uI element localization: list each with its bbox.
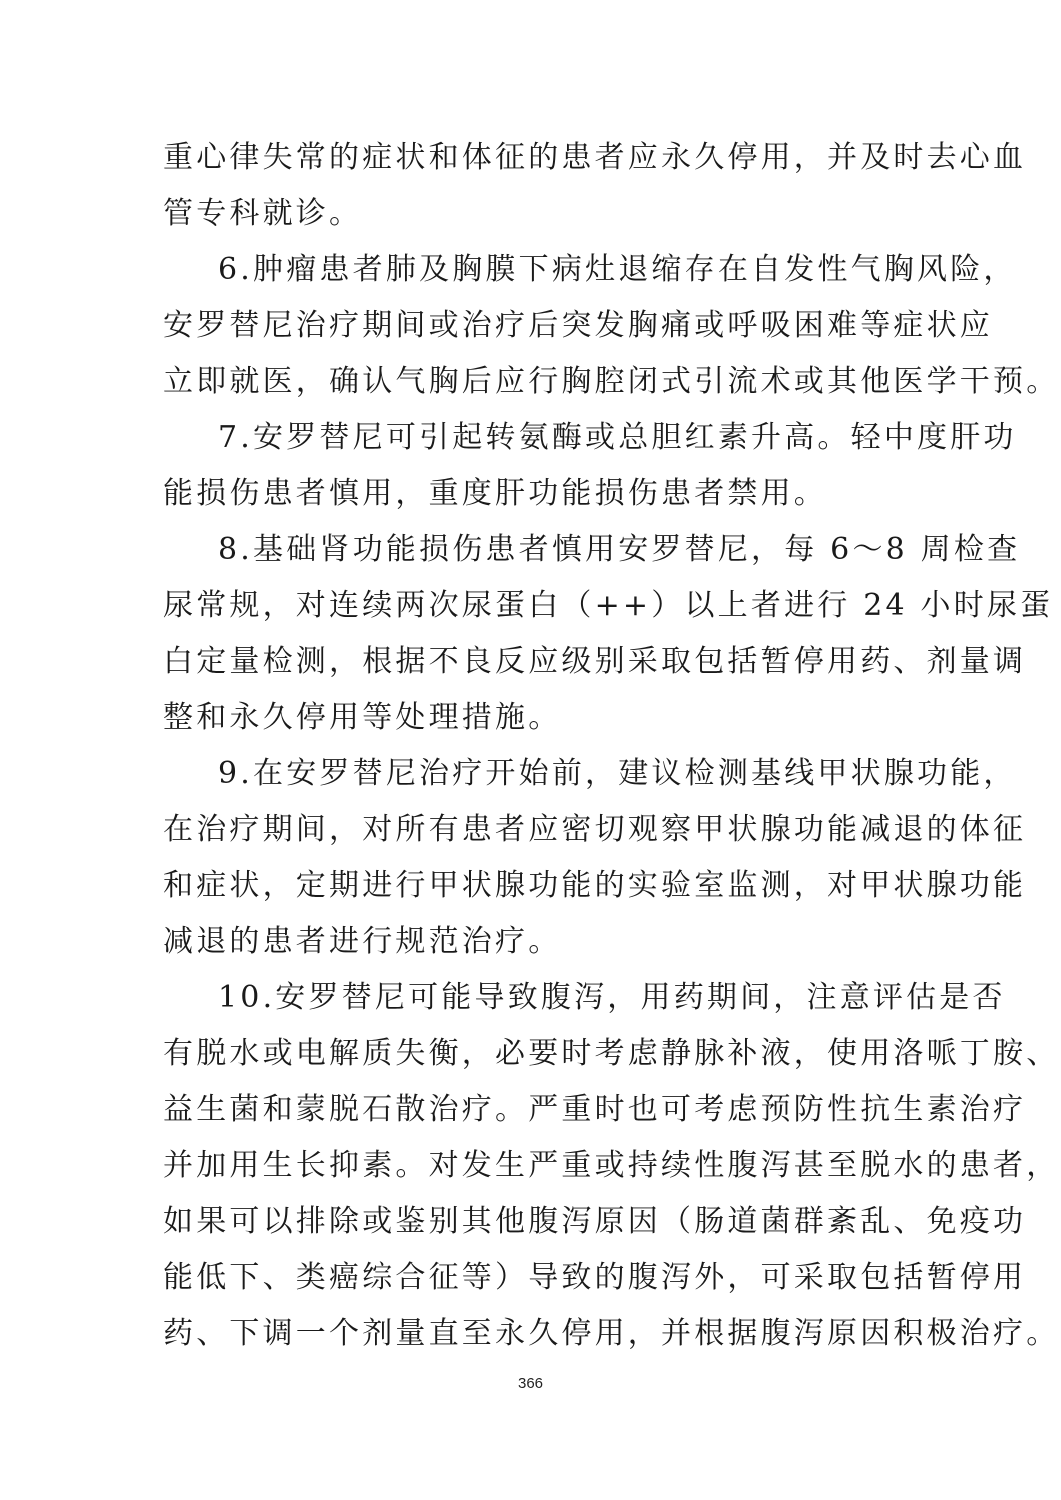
line-text: 立即就医，确认气胸后应行胸腔闭式引流术或其他医学干预。 (163, 364, 1060, 399)
line-text: 10.安罗替尼可能导致腹泻，用药期间，注意评估是否 (218, 980, 1006, 1015)
line-text: 和症状，定期进行甲状腺功能的实验室监测，对甲状腺功能 (163, 868, 1027, 903)
line-text: 9.在安罗替尼治疗开始前，建议检测基线甲状腺功能， (218, 756, 1017, 791)
page-number: 366 (517, 1375, 544, 1392)
line-text: 重心律失常的症状和体征的患者应永久停用，并及时去心血 (163, 140, 1027, 175)
line-text: 安罗替尼治疗期间或治疗后突发胸痛或呼吸困难等症状应 (163, 308, 993, 343)
line-text: 益生菌和蒙脱石散治疗。严重时也可考虑预防性抗生素治疗 (163, 1092, 1027, 1127)
line-text: 7.安罗替尼可引起转氨酶或总胆红素升高。轻中度肝功 (218, 420, 1017, 455)
line-text: 能低下、类癌综合征等）导致的腹泻外，可采取包括暂停用 (163, 1260, 1027, 1295)
line-text: 尿常规，对连续两次尿蛋白（++）以上者进行 24 小时尿蛋 (163, 588, 1054, 623)
line-text: 减退的患者进行规范治疗。 (163, 924, 562, 959)
line-text: 并加用生长抑素。对发生严重或持续性腹泻甚至脱水的患者， (163, 1148, 1060, 1183)
line-text: 有脱水或电解质失衡，必要时考虑静脉补液，使用洛哌丁胺、 (163, 1036, 1060, 1071)
line-text: 白定量检测，根据不良反应级别采取包括暂停用药、剂量调 (163, 644, 1027, 679)
line-text: 6.肿瘤患者肺及胸膜下病灶退缩存在自发性气胸风险， (218, 252, 1017, 287)
line-text: 药、下调一个剂量直至永久停用，并根据腹泻原因积极治疗。 (163, 1316, 1060, 1351)
line-text: 整和永久停用等处理措施。 (163, 700, 562, 735)
line-text: 如果可以排除或鉴别其他腹泻原因（肠道菌群紊乱、免疫功 (163, 1204, 1027, 1239)
line-text: 在治疗期间，对所有患者应密切观察甲状腺功能减退的体征 (163, 812, 1027, 847)
line-text: 能损伤患者慎用，重度肝功能损伤患者禁用。 (163, 476, 827, 511)
line-text: 8.基础肾功能损伤患者慎用安罗替尼，每 6～8 周检查 (218, 532, 1021, 567)
line-text: 管专科就诊。 (163, 196, 363, 231)
